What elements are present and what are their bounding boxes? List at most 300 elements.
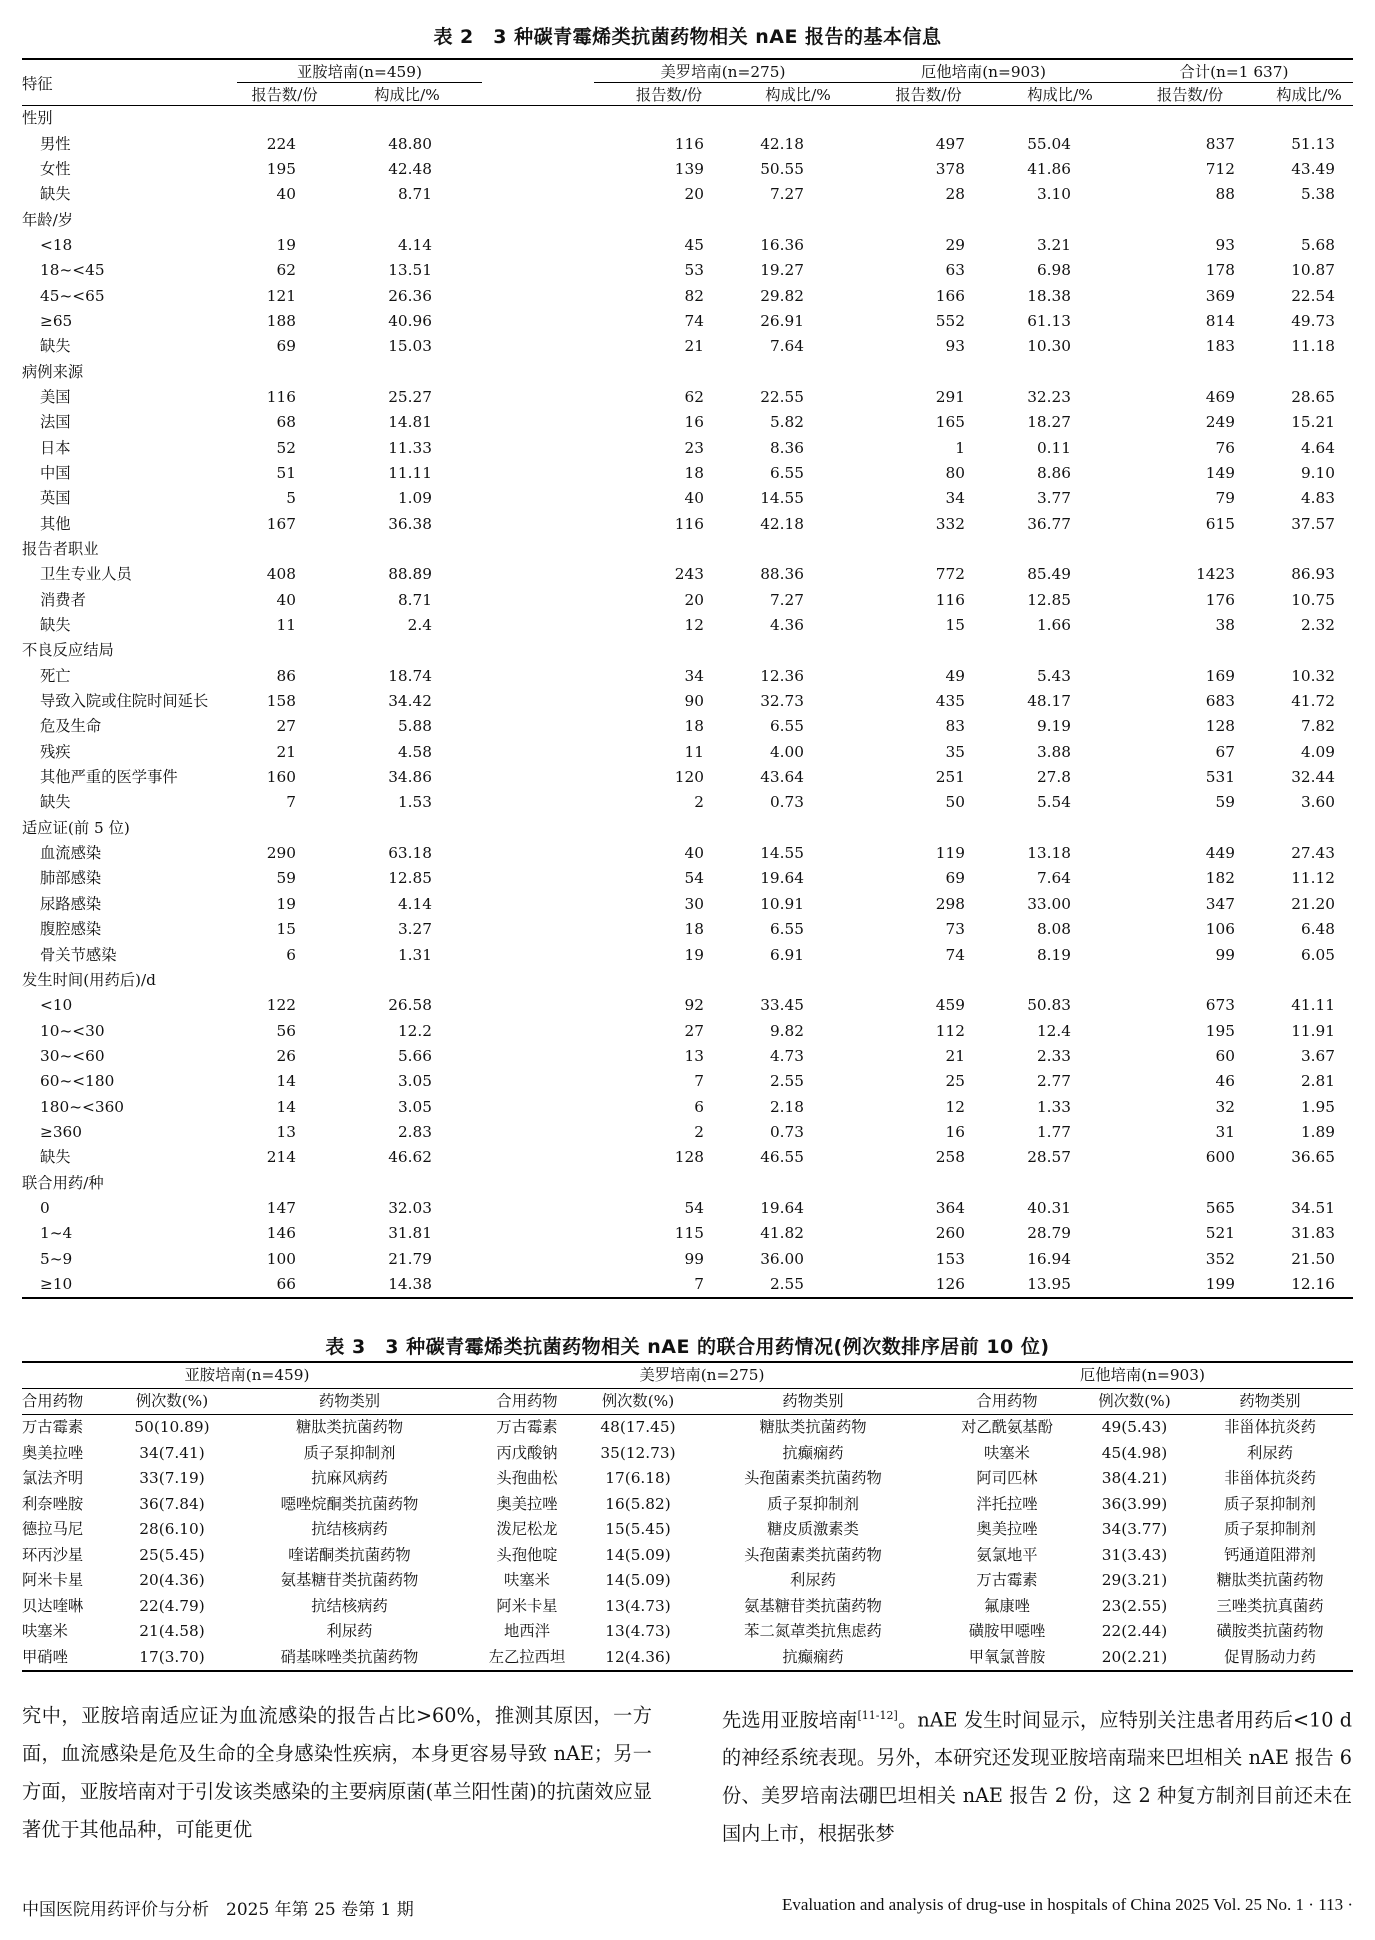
- table-cell: 19.64: [760, 869, 804, 888]
- table-cell: 66: [237, 1272, 332, 1298]
- table-cell: 18.38: [1027, 286, 1071, 305]
- table-cell: 7.27: [769, 185, 804, 204]
- table-cell: 27: [276, 717, 296, 736]
- table-cell: 利尿药: [790, 1571, 836, 1590]
- table-cell: 40: [276, 185, 296, 204]
- table-cell: 利尿药: [326, 1622, 373, 1641]
- group-header: 美罗培南(n=275): [472, 1362, 932, 1389]
- table-cell: 2.81: [1300, 1072, 1335, 1091]
- row-label: 导致入院或住院时间延长: [40, 692, 209, 711]
- table-cell: 利奈唑胺: [22, 1494, 84, 1513]
- table-cell: 4.00: [769, 742, 804, 761]
- table-cell: 左乙拉西坦: [472, 1645, 582, 1672]
- table-cell: 69: [276, 337, 296, 356]
- group-header: 合计(n=1 637): [1115, 59, 1353, 83]
- table-cell: 36.65: [1291, 1148, 1335, 1167]
- table-cell: 45(4.98): [1101, 1443, 1168, 1462]
- table-cell: 2: [694, 1122, 704, 1141]
- table-row: [22, 233, 1353, 258]
- table-cell: 5.54: [1036, 793, 1071, 812]
- table-cell: 抗癫痫药: [782, 1443, 844, 1462]
- table-cell: 14: [276, 1072, 296, 1091]
- table-cell: 21: [945, 1046, 965, 1065]
- table-cell: 115: [674, 1224, 704, 1243]
- table-cell: 12.36: [760, 666, 804, 685]
- table-cell: 34(3.77): [1101, 1520, 1168, 1539]
- row-label: ≥360: [40, 1122, 83, 1141]
- group-header: 美罗培南(n=275): [594, 59, 852, 83]
- table-cell: 14.55: [760, 489, 804, 508]
- category-label: 年龄/岁: [22, 210, 74, 229]
- table-cell: 34: [684, 666, 704, 685]
- table-row: [22, 765, 1353, 790]
- table-row: [22, 1492, 1353, 1518]
- table-cell: 49.73: [1291, 311, 1335, 330]
- table-cell: 435: [935, 692, 965, 711]
- body-text-left: 究中，亚胺培南适应证为血流感染的报告占比>60%，推测其原因，一方面，血流感染是危及生命的全身感染性疾病，本身更容易导致 nAE；另一方面，亚胺培南对于引发该类感染的主要病原菌(革兰阳性菌)的抗菌效应显著优于其他品种，可能更优: [22, 1704, 652, 1841]
- table-cell: 3.10: [1036, 185, 1071, 204]
- table-cell: 18: [684, 463, 704, 482]
- table-cell: 31.83: [1291, 1224, 1335, 1243]
- table-cell: 183: [1205, 337, 1235, 356]
- table-row: [22, 1619, 1353, 1645]
- table-cell: 3.05: [397, 1097, 432, 1116]
- table-cell: 16.94: [1027, 1249, 1071, 1268]
- sub-header: 构成比/%: [1265, 83, 1353, 106]
- table-cell: 14(5.09): [605, 1571, 671, 1590]
- table-cell: 56: [276, 1021, 296, 1040]
- table-cell: 磺胺类抗菌药物: [1216, 1622, 1324, 1641]
- table-cell: 36.00: [760, 1249, 804, 1268]
- table-cell: 34(7.41): [139, 1443, 205, 1462]
- table-cell: 37.57: [1291, 514, 1335, 533]
- table-cell: 50.55: [760, 159, 804, 178]
- table-cell: 166: [935, 286, 965, 305]
- group-header: 亚胺培南(n=459): [237, 59, 482, 83]
- table-row: [22, 841, 1353, 866]
- table-cell: 4.64: [1300, 438, 1335, 457]
- table-cell: 178: [1205, 261, 1235, 280]
- table-cell: 195: [266, 159, 296, 178]
- table-cell: 21.20: [1291, 894, 1335, 913]
- table-cell: 28: [945, 185, 965, 204]
- table-cell: 7: [286, 793, 296, 812]
- table-cell: 23: [684, 438, 704, 457]
- table-cell: 6: [694, 1097, 704, 1116]
- table-cell: 1423: [1196, 565, 1235, 584]
- sub-header: 例次数(%): [1082, 1389, 1187, 1415]
- table-cell: 6.98: [1036, 261, 1071, 280]
- table-cell: 1.95: [1300, 1097, 1335, 1116]
- table-cell: 369: [1205, 286, 1235, 305]
- table2-title: 表 2 3 种碳青霉烯类抗菌药物相关 nAE 报告的基本信息: [433, 26, 942, 48]
- table-cell: 苯二氮䓬类抗焦虑药: [744, 1622, 882, 1641]
- table-row: [22, 385, 1353, 410]
- table-cell: 抗麻风病药: [311, 1469, 388, 1488]
- table-cell: 11: [684, 742, 704, 761]
- table-cell: 139: [674, 159, 704, 178]
- table-cell: 28.65: [1291, 387, 1335, 406]
- sub-header: 药物类别: [694, 1389, 932, 1415]
- table-cell: 头孢菌素类抗菌药物: [744, 1545, 882, 1564]
- table-cell: 29: [945, 235, 965, 254]
- table-row: [22, 512, 1353, 537]
- table-cell: 26.91: [760, 311, 804, 330]
- sub-header: 报告数/份: [594, 83, 744, 106]
- table-cell: 7: [594, 1272, 744, 1298]
- table-cell: 4.83: [1300, 489, 1335, 508]
- row-label: 缺失: [40, 337, 71, 356]
- table-cell: 61.13: [1027, 311, 1071, 330]
- table-cell: 1.77: [1036, 1122, 1071, 1141]
- sub-header: 构成比/%: [1005, 83, 1115, 106]
- table-cell: 46.62: [388, 1148, 432, 1167]
- row-label: 骨关节感染: [40, 945, 117, 964]
- sub-header: 构成比/%: [744, 83, 852, 106]
- table-cell: 33.00: [1027, 894, 1071, 913]
- table-cell: 抗结核病药: [311, 1596, 388, 1615]
- category-row: [22, 1170, 1353, 1195]
- row-label: 10~<30: [40, 1021, 105, 1040]
- table-cell: 55.04: [1027, 134, 1071, 153]
- table-cell: 169: [1205, 666, 1235, 685]
- table-cell: 15: [945, 616, 965, 635]
- table-row: [22, 309, 1353, 334]
- table-cell: 18: [684, 920, 704, 939]
- table-cell: 837: [1205, 134, 1235, 153]
- table-cell: 19: [276, 894, 296, 913]
- table-cell: 52: [276, 438, 296, 457]
- table-cell: 48.17: [1027, 692, 1071, 711]
- table-cell: 糖肽类抗菌药物: [295, 1418, 404, 1437]
- table-cell: 615: [1205, 514, 1235, 533]
- sub-header: 构成比/%: [332, 83, 482, 106]
- row-label: 缺失: [40, 185, 71, 204]
- table3: [22, 1361, 1353, 1672]
- table-cell: 8.71: [397, 185, 432, 204]
- table-cell: 14.55: [760, 844, 804, 863]
- table-cell: 促胃肠动力药: [1187, 1645, 1353, 1672]
- table-cell: 3.21: [1036, 235, 1071, 254]
- table-row: [22, 1466, 1353, 1492]
- table-cell: 12.85: [388, 869, 432, 888]
- table-cell: 76: [1215, 438, 1235, 457]
- table-cell: 19: [276, 235, 296, 254]
- table-cell: 146: [266, 1224, 296, 1243]
- table-cell: 6: [286, 945, 296, 964]
- table-cell: 13.18: [1027, 844, 1071, 863]
- table-cell: 9.82: [769, 1021, 804, 1040]
- table-cell: 88: [1215, 185, 1235, 204]
- table-cell: 188: [266, 311, 296, 330]
- table-cell: 1.89: [1300, 1122, 1335, 1141]
- table-cell: 42.18: [760, 134, 804, 153]
- table-cell: 8.36: [769, 438, 804, 457]
- category-label: 不良反应结局: [22, 641, 114, 660]
- table-cell: 88.36: [760, 565, 804, 584]
- table-cell: 69: [945, 869, 965, 888]
- table-row: [22, 258, 1353, 283]
- table-cell: 16(5.82): [605, 1494, 671, 1513]
- table-cell: 3.67: [1300, 1046, 1335, 1065]
- table-cell: 38(4.21): [1101, 1469, 1168, 1488]
- row-label: 5~9: [40, 1249, 73, 1268]
- table-cell: 5.82: [769, 413, 804, 432]
- table-cell: 9.10: [1300, 463, 1335, 482]
- table-cell: 249: [1205, 413, 1235, 432]
- table-cell: 449: [1205, 844, 1235, 863]
- sub-header: 报告数/份: [1115, 83, 1265, 106]
- table-row: [22, 1594, 1353, 1620]
- body-text-right-b: 。nAE 发生时间显示，应特别关注患者用药后<10 d 的神经系统表现。另外，本研究还发现亚胺培南瑞来巴坦相关 nAE 报告 6 份、美罗培南法硼巴坦相关 nAE 报告 2 份，这 2 种复方制剂目前还未在国内上市，根据张梦: [722, 1708, 1352, 1846]
- table-cell: 469: [1205, 387, 1235, 406]
- table-cell: 531: [1205, 768, 1235, 787]
- table-cell: 6.05: [1300, 945, 1335, 964]
- table-cell: 128: [674, 1148, 704, 1167]
- table-row: [22, 1517, 1353, 1543]
- table-cell: 三唑类抗真菌药: [1216, 1596, 1324, 1615]
- row-label: 30~<60: [40, 1046, 105, 1065]
- table-cell: 13.51: [388, 261, 432, 280]
- table-cell: 49: [945, 666, 965, 685]
- category-row: [22, 968, 1353, 993]
- row-label: 缺失: [40, 616, 71, 635]
- table-cell: 2.4: [407, 616, 432, 635]
- table-cell: 2.18: [769, 1097, 804, 1116]
- table-cell: 呋塞米: [22, 1622, 68, 1641]
- table-cell: 42.18: [760, 514, 804, 533]
- table-cell: 378: [935, 159, 965, 178]
- table-cell: 利尿药: [1247, 1443, 1293, 1462]
- row-label: 消费者: [40, 590, 86, 609]
- table-cell: 31(3.43): [1101, 1545, 1168, 1564]
- table-cell: 4.14: [397, 235, 432, 254]
- table-cell: 73: [945, 920, 965, 939]
- table-row: [22, 740, 1353, 765]
- table-cell: 27.43: [1291, 844, 1335, 863]
- table-cell: 18.74: [388, 666, 432, 685]
- table-cell: 3.60: [1300, 793, 1335, 812]
- table-cell: 814: [1205, 311, 1235, 330]
- table-cell: 甲硝唑: [22, 1645, 117, 1672]
- table-cell: 0.11: [1036, 438, 1071, 457]
- table-cell: 48(17.45): [600, 1418, 676, 1437]
- table-row: [22, 182, 1353, 207]
- table-cell: 氟康唑: [984, 1596, 1030, 1615]
- table-cell: 332: [935, 514, 965, 533]
- table-cell: 106: [1205, 920, 1235, 939]
- row-label: ≥65: [40, 311, 73, 330]
- table-cell: 8.19: [1036, 945, 1071, 964]
- table-cell: 51.13: [1291, 134, 1335, 153]
- sub-header: 报告数/份: [237, 83, 332, 106]
- table-row: [22, 461, 1353, 486]
- table-cell: 51: [276, 463, 296, 482]
- table-cell: 非甾体抗炎药: [1224, 1469, 1316, 1488]
- table-cell: 钙通道阻滞剂: [1224, 1545, 1316, 1564]
- table-cell: 17(3.70): [117, 1645, 227, 1672]
- table-cell: 13(4.73): [605, 1596, 671, 1615]
- table-cell: 32.03: [388, 1198, 432, 1217]
- table-cell: 泮托拉唑: [976, 1494, 1038, 1513]
- table-cell: 2.55: [769, 1072, 804, 1091]
- table-cell: 呋塞米: [504, 1571, 550, 1590]
- table-cell: 100: [266, 1249, 296, 1268]
- table-cell: 167: [266, 514, 296, 533]
- table-cell: 奥美拉唑: [976, 1520, 1038, 1539]
- row-label: 法国: [40, 413, 71, 432]
- table-cell: 60: [1215, 1046, 1235, 1065]
- table-cell: 122: [266, 996, 296, 1015]
- table-cell: 67: [1215, 742, 1235, 761]
- body-text-right-a: 先选用亚胺培南: [722, 1708, 858, 1732]
- table-cell: 糖肽类抗菌药物: [759, 1418, 867, 1437]
- table-cell: 22(2.44): [1101, 1622, 1168, 1641]
- table-cell: 地西泮: [504, 1622, 550, 1641]
- table-cell: 260: [935, 1224, 965, 1243]
- table-cell: 环丙沙星: [22, 1545, 84, 1564]
- table-cell: 9.19: [1036, 717, 1071, 736]
- table-cell: 15.21: [1291, 413, 1335, 432]
- table-cell: 41.11: [1291, 996, 1335, 1015]
- table-cell: 20: [684, 590, 704, 609]
- table-cell: 5: [286, 489, 296, 508]
- table-cell: 13.95: [1005, 1272, 1115, 1298]
- category-row: [22, 207, 1353, 232]
- table-cell: 121: [266, 286, 296, 305]
- table-cell: 712: [1205, 159, 1235, 178]
- category-row: [22, 359, 1353, 384]
- row-label: 1~4: [40, 1224, 73, 1243]
- table2: [22, 58, 1353, 1299]
- table-row: [22, 410, 1353, 435]
- table-cell: 116: [935, 590, 965, 609]
- table-cell: 6.55: [769, 717, 804, 736]
- table-cell: 甲氧氯普胺: [932, 1645, 1082, 1672]
- table-cell: 2.77: [1036, 1072, 1071, 1091]
- table-cell: 11.18: [1291, 337, 1335, 356]
- row-label: 45~<65: [40, 286, 105, 305]
- sub-header: 合用药物: [22, 1389, 117, 1415]
- table-cell: 112: [935, 1021, 965, 1040]
- table-cell: 82: [684, 286, 704, 305]
- table-cell: 40: [684, 489, 704, 508]
- table-cell: 1.09: [397, 489, 432, 508]
- table-cell: 30: [684, 894, 704, 913]
- table-row: [22, 917, 1353, 942]
- row-label: 其他: [40, 514, 71, 533]
- table-cell: 12: [684, 616, 704, 635]
- table-cell: 176: [1205, 590, 1235, 609]
- category-row: [22, 816, 1353, 841]
- table-cell: 13: [684, 1046, 704, 1065]
- row-label: 中国: [40, 463, 71, 482]
- table-cell: 6.55: [769, 920, 804, 939]
- table-row: [22, 1441, 1353, 1467]
- citation: [11-12]: [857, 1709, 898, 1722]
- table-row: [22, 1543, 1353, 1569]
- table-cell: 14: [276, 1097, 296, 1116]
- row-label: 危及生命: [40, 717, 102, 736]
- table-cell: 62: [276, 261, 296, 280]
- table-cell: 53: [684, 261, 704, 280]
- table-cell: 290: [266, 844, 296, 863]
- table-cell: 1.31: [397, 945, 432, 964]
- sub-header: 合用药物: [932, 1389, 1082, 1415]
- table-cell: 21.50: [1291, 1249, 1335, 1268]
- row-label: 180~<360: [40, 1097, 125, 1116]
- table-cell: 50.83: [1027, 996, 1071, 1015]
- table-cell: 119: [935, 844, 965, 863]
- table-cell: 15: [276, 920, 296, 939]
- table-cell: 22(4.79): [139, 1596, 205, 1615]
- table-cell: 对乙酰氨基酚: [961, 1418, 1053, 1437]
- row-label: 0: [40, 1198, 50, 1217]
- table-cell: 408: [266, 565, 296, 584]
- table-cell: 243: [674, 565, 704, 584]
- table-cell: 42.48: [388, 159, 432, 178]
- table-cell: 27: [684, 1021, 704, 1040]
- table-row: [22, 1145, 1353, 1170]
- table-cell: 352: [1205, 1249, 1235, 1268]
- table-cell: 5.68: [1300, 235, 1335, 254]
- footer-journal: 中国医院用药评价与分析 2025 年第 25 卷第 1 期: [22, 1900, 414, 1920]
- table-cell: 86.93: [1291, 565, 1335, 584]
- table-cell: 683: [1205, 692, 1235, 711]
- table-cell: 0.73: [769, 793, 804, 812]
- table-cell: 35: [945, 742, 965, 761]
- table-cell: 2: [694, 793, 704, 812]
- table-cell: 6.55: [769, 463, 804, 482]
- row-label: 残疾: [40, 742, 71, 761]
- table-row: [22, 993, 1353, 1018]
- row-label: 死亡: [40, 666, 71, 685]
- table-cell: 48.80: [388, 134, 432, 153]
- table-cell: 40.96: [388, 311, 432, 330]
- row-label: 缺失: [40, 793, 71, 812]
- table-cell: 34.42: [388, 692, 432, 711]
- table-cell: 251: [935, 768, 965, 787]
- table-cell: 7: [694, 1072, 704, 1091]
- table-cell: 59: [276, 869, 296, 888]
- table-row: [22, 613, 1353, 638]
- table-cell: 21: [276, 742, 296, 761]
- table-cell: 19: [684, 945, 704, 964]
- table-cell: 2.83: [397, 1122, 432, 1141]
- table-cell: 18.27: [1027, 413, 1071, 432]
- table-cell: 128: [1205, 717, 1235, 736]
- table-cell: 7.82: [1300, 717, 1335, 736]
- table-cell: 4.09: [1300, 742, 1335, 761]
- row-label: 美国: [40, 387, 71, 406]
- table-cell: 31: [1215, 1122, 1235, 1141]
- table-cell: 5.66: [397, 1046, 432, 1065]
- row-label: ≥10: [22, 1272, 237, 1298]
- table-cell: 34.86: [388, 768, 432, 787]
- table-row: [22, 1069, 1353, 1094]
- row-label: 卫生专业人员: [40, 565, 132, 584]
- footer-journal-en: Evaluation and analysis of drug-use in hospitals of China 2025 Vol. 25 No. 1 · 113 ·: [781, 1895, 1353, 1914]
- table-cell: 38: [1215, 616, 1235, 635]
- table-cell: 质子泵抑制剂: [767, 1494, 859, 1513]
- table-cell: 27.8: [1036, 768, 1071, 787]
- table-cell: 63.18: [388, 844, 432, 863]
- row-label: 缺失: [40, 1148, 71, 1167]
- table-cell: 12.16: [1265, 1272, 1353, 1298]
- table-row: [22, 1645, 1353, 1672]
- table-cell: 万古霉素: [22, 1418, 84, 1437]
- table-row: [22, 1246, 1353, 1271]
